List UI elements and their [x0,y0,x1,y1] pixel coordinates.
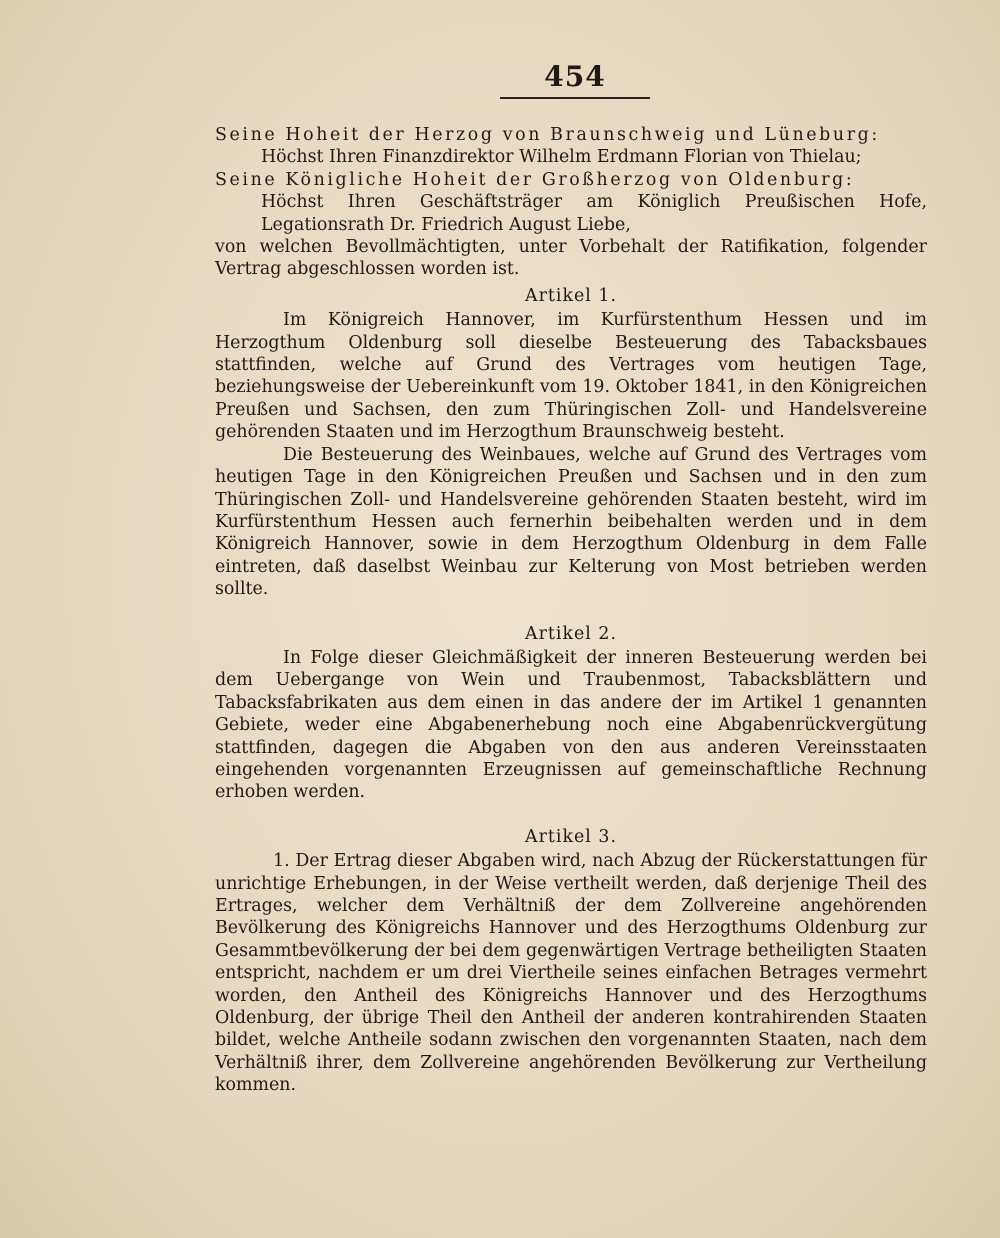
page-number-rule [500,97,650,99]
article-3-paragraph-1: 1. Der Ertrag dieser Abgaben wird, nach Abzug der Rückerstattungen für unrichtige Erhebungen, in der Weise vertheilt werden, daß derjenige Theil des Ertrages, welcher dem Verhältniß der dem Zollvereine angehörenden Bevölkerung des Königreichs Hannover und des Herzogthums Oldenburg zur Gesammtbevölkerung der bei dem gegenwärtigen Vertrage betheiligten Staaten entspricht, nachdem er um drei Viertheile seines einfachen Betrages vermehrt worden, den Antheil des Königreichs Hannover und des Herzogthums Oldenburg, der übrige Theil den Antheil der anderen kontrahirenden Staaten bildet, welche Antheile sodann zwischen den vorgenannten Staaten, nach dem Verhältniß ihrer, dem Zollvereine angehörenden Bevölkerung zur Vertheilung kommen. [215,851,927,1096]
article-3-heading: Artikel 3. [525,826,617,847]
sovereign-brunswick: Seine Hoheit der Herzog von Braunschweig und Lüneburg: [215,125,880,145]
page-number: 454 [544,60,606,93]
article-2-heading: Artikel 2. [525,623,617,644]
representative-oldenburg: Höchst Ihren Geschäftsträger am Königlich Preußischen Hofe, Legationsrath Dr. Friedrich August Liebe, [261,192,927,235]
article-1-heading: Artikel 1. [525,285,617,306]
article-1-paragraph-1: Im Königreich Hannover, im Kurfürstenthum Hessen und im Herzogthum Oldenburg soll dieselbe Besteuerung des Tabacksbaues stattfinden, welche auf Grund des Vertrages vom heutigen Tage, beziehungsweise der Uebereinkunft vom 19. Oktober 1841, in den Königreichen Preußen und Sachsen, den zum Thüringischen Zoll- und Handelsvereine gehörenden Staaten und im Herzogthum Braunschweig besteht. [215,310,927,443]
article-2-paragraph-1: In Folge dieser Gleichmäßigkeit der inneren Besteuerung werden bei dem Uebergange von Wein und Traubenmost, Tabacksblättern und Tabacksfabrikaten aus dem einen in das andere der im Artikel 1 genannten Gebiete, weder eine Abgabenerhebung noch eine Abgabenrückvergütung stattfinden, dagegen die Abgaben von den aus anderen Vereinsstaaten eingehenden vorgenannten Erzeugnissen auf gemeinschaftliche Rechnung erhoben werden. [215,647,927,803]
document-body [215,124,927,1097]
sovereign-oldenburg: Seine Königliche Hoheit der Großherzog von Oldenburg: [215,169,855,190]
treaty-intro: von welchen Bevollmächtigten, unter Vorbehalt der Ratifikation, folgender Vertrag abgeschlossen worden ist. [215,237,927,280]
representative-brunswick: Höchst Ihren Finanzdirektor Wilhelm Erdmann Florian von Thielau; [261,147,862,168]
article-1-paragraph-2: Die Besteuerung des Weinbaues, welche auf Grund des Vertrages vom heutigen Tage in den Königreichen Preußen und Sachsen und in den zum Thüringischen Zoll- und Handelsvereine gehörenden Staaten besteht, wird im Kurfürstenthum Hessen auch fernerhin beibehalten werden und in dem Königreich Hannover, sowie in dem Herzogthum Oldenburg in dem Falle eintreten, daß daselbst Weinbau zur Kelterung von Most betrieben werden sollte. [215,444,927,600]
